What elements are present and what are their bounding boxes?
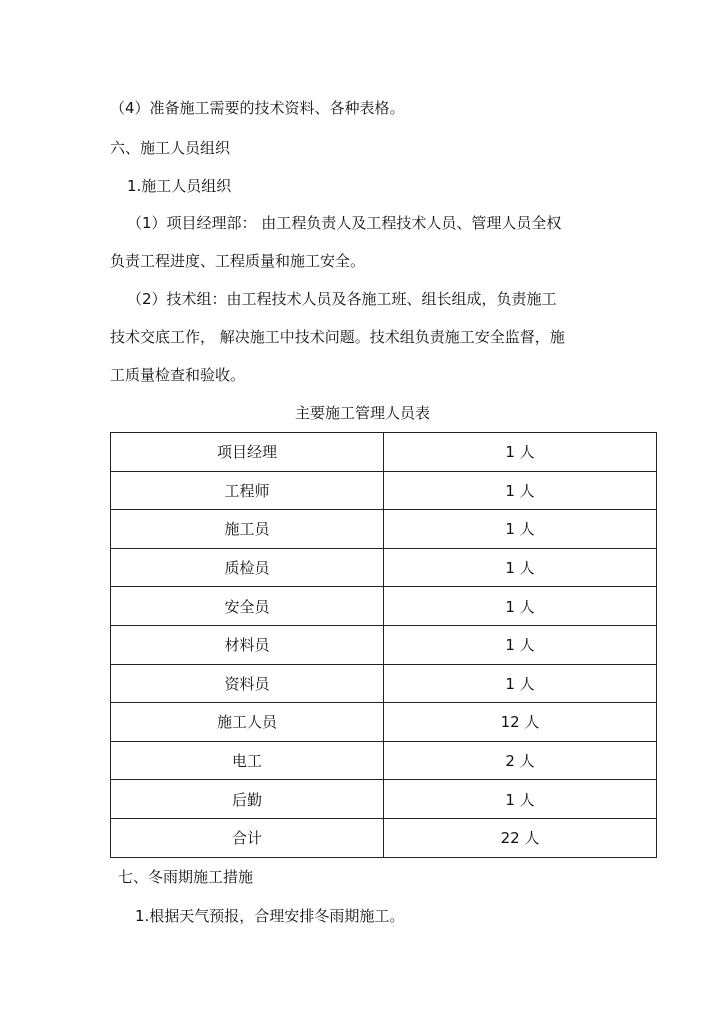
table-row xyxy=(111,471,657,510)
table-row-total xyxy=(111,818,657,857)
paragraph-tech-group-line2: 技术交底工作， 解决施工中技术问题。技术组负责施工安全监督，施 xyxy=(110,328,565,346)
table-row xyxy=(111,741,657,780)
count-cell: 12 人 xyxy=(384,703,657,742)
role-cell: 安全员 xyxy=(111,587,384,626)
role-cell: 质检员 xyxy=(111,548,384,587)
paragraph-weather-forecast: 1.根据天气预报，合理安排冬雨期施工。 xyxy=(135,907,405,925)
count-cell: 22 人 xyxy=(384,818,657,857)
role-cell: 施工员 xyxy=(111,510,384,549)
count-cell: 1 人 xyxy=(384,433,657,472)
section-heading-winter-rain: 七、冬雨期施工措施 xyxy=(118,868,254,886)
table-row xyxy=(111,703,657,742)
role-cell: 工程师 xyxy=(111,471,384,510)
table-row xyxy=(111,625,657,664)
table-row xyxy=(111,510,657,549)
role-cell: 后勤 xyxy=(111,780,384,819)
paragraph-prepare-docs: （4）准备施工需要的技术资料、各种表格。 xyxy=(110,99,405,117)
subsection-heading-staff-organization: 1.施工人员组织 xyxy=(127,177,232,195)
count-cell: 2 人 xyxy=(384,741,657,780)
count-cell: 1 人 xyxy=(384,780,657,819)
role-cell: 合计 xyxy=(111,818,384,857)
paragraph-project-dept-line2: 负责工程进度、工程质量和施工安全。 xyxy=(110,252,366,270)
table-row xyxy=(111,433,657,472)
section-heading-staff-organization: 六、施工人员组织 xyxy=(110,139,231,157)
count-cell: 1 人 xyxy=(384,471,657,510)
role-cell: 资料员 xyxy=(111,664,384,703)
count-cell: 1 人 xyxy=(384,625,657,664)
count-cell: 1 人 xyxy=(384,510,657,549)
role-cell: 施工人员 xyxy=(111,703,384,742)
paragraph-tech-group-line1: （2）技术组：由工程技术人员及各施工班、组长组成，负责施工 xyxy=(127,290,557,308)
staff-table xyxy=(110,432,657,858)
count-cell: 1 人 xyxy=(384,664,657,703)
table-row xyxy=(111,587,657,626)
paragraph-project-dept-line1: （1）项目经理部： 由工程负责人及工程技术人员、管理人员全权 xyxy=(127,214,562,232)
table-row xyxy=(111,548,657,587)
table-row xyxy=(111,664,657,703)
paragraph-tech-group-line3: 工质量检查和验收。 xyxy=(110,366,246,384)
role-cell: 电工 xyxy=(111,741,384,780)
count-cell: 1 人 xyxy=(384,548,657,587)
count-cell: 1 人 xyxy=(384,587,657,626)
role-cell: 项目经理 xyxy=(111,433,384,472)
table-title: 主要施工管理人员表 xyxy=(294,404,430,422)
table-row xyxy=(111,780,657,819)
role-cell: 材料员 xyxy=(111,625,384,664)
